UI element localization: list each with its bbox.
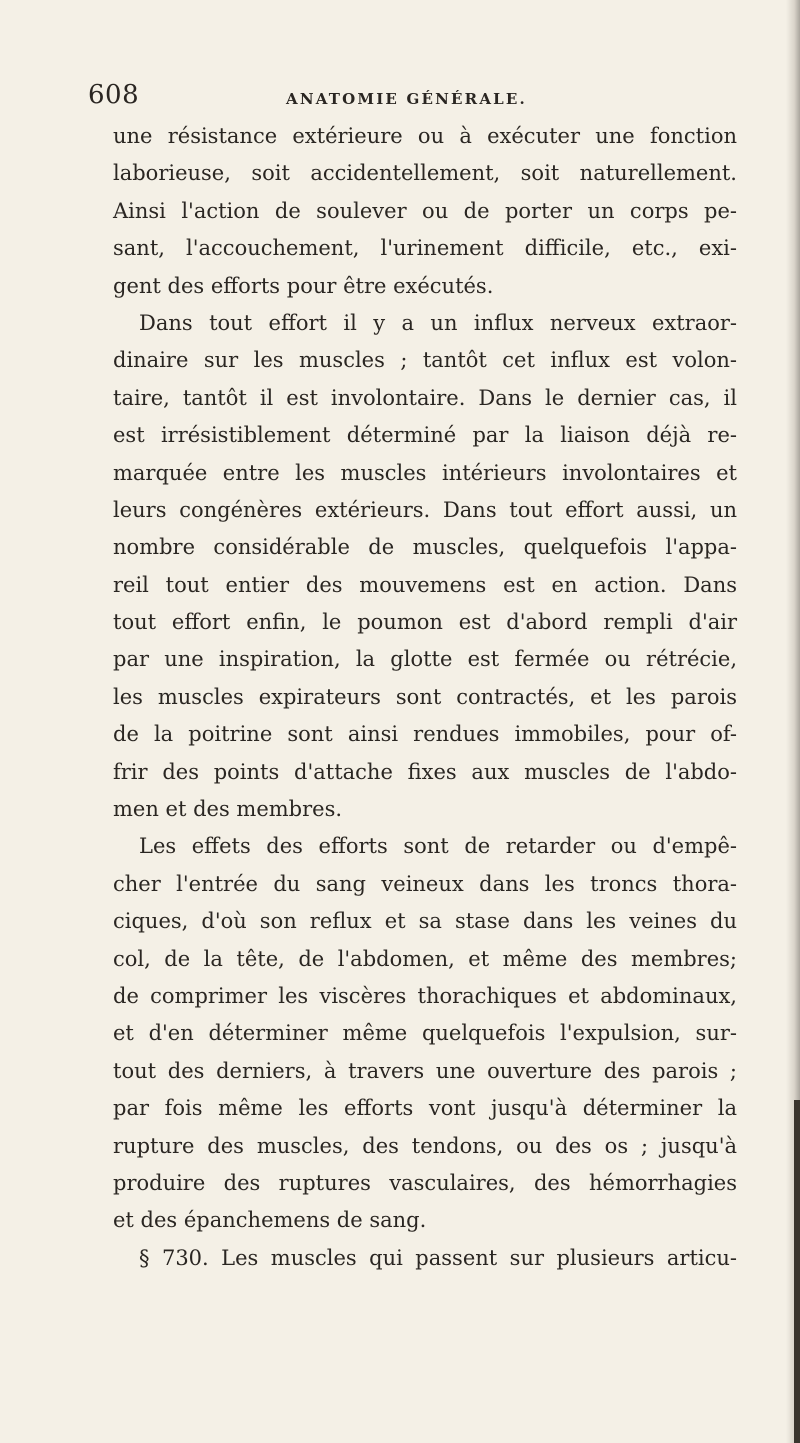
running-head: ANATOMIE GÉNÉRALE. — [286, 90, 527, 108]
text-line: ciques, d'où son reflux et sa stase dans les veines du — [113, 909, 737, 934]
text-line: une résistance extérieure ou à exécuter une fonction — [113, 124, 737, 148]
text-line: § 730. Les muscles qui passent sur plusieurs articu- — [139, 1245, 737, 1270]
text-line: laborieuse, soit accidentellement, soit naturellement. — [113, 161, 737, 186]
text-line: col, de la tête, de l'abdomen, et même des membres; — [113, 946, 737, 971]
text-line: les muscles expirateurs sont contractés, et les parois — [113, 684, 737, 709]
text-line: produire des ruptures vasculaires, des hémorrhagies — [113, 1170, 737, 1195]
text-line: Ainsi l'action de soulever ou de porter un corps pe- — [113, 198, 737, 223]
text-line: rupture des muscles, des tendons, ou des os ; jusqu'à — [113, 1133, 737, 1158]
text-line: et d'en déterminer même quelquefois l'expulsion, sur- — [113, 1021, 737, 1046]
text-line: reil tout entier des mouvemens est en action. Dans — [113, 572, 737, 597]
text-line: gent des efforts pour être exécutés. — [113, 273, 494, 298]
text-line: marquée entre les muscles intérieurs involontaires et — [113, 460, 737, 485]
text-line: de comprimer les viscères thorachiques et abdominaux, — [113, 983, 737, 1008]
text-line: Dans tout effort il y a un influx nerveux extraor- — [139, 310, 737, 335]
text-line: Les effets des efforts sont de retarder ou d'empê- — [139, 834, 737, 859]
text-line: tout effort enfin, le poumon est d'abord rempli d'air — [113, 610, 737, 635]
text-line: tout des derniers, à travers une ouverture des parois ; — [113, 1058, 737, 1083]
text-line: et des épanchemens de sang. — [113, 1208, 427, 1233]
text-line: leurs congénères extérieurs. Dans tout effort aussi, un — [113, 497, 737, 522]
text-line: de la poitrine sont ainsi rendues immobiles, pour of- — [113, 722, 737, 747]
text-line: cher l'entrée du sang veineux dans les troncs thora- — [113, 871, 737, 896]
text-line: sant, l'accouchement, l'urinement difficile, etc., exi- — [113, 236, 737, 261]
text-line: taire, tantôt il est involontaire. Dans le dernier cas, il — [113, 385, 737, 410]
text-line: par fois même les efforts vont jusqu'à déterminer la — [113, 1096, 737, 1121]
text-line: nombre considérable de muscles, quelquefois l'appa- — [113, 535, 737, 560]
text-line: est irrésistiblement déterminé par la liaison déjà re- — [113, 423, 737, 448]
text-line: par une inspiration, la glotte est fermée ou rétrécie, — [113, 647, 737, 672]
body-text — [113, 118, 737, 1277]
text-line: dinaire sur les muscles ; tantôt cet influx est volon- — [113, 348, 737, 373]
page-edge-binding — [794, 1100, 800, 1443]
page-number: 608 — [88, 80, 140, 110]
text-line: frir des points d'attache fixes aux muscles de l'abdo- — [113, 759, 737, 784]
text-line: men et des membres. — [113, 797, 343, 822]
